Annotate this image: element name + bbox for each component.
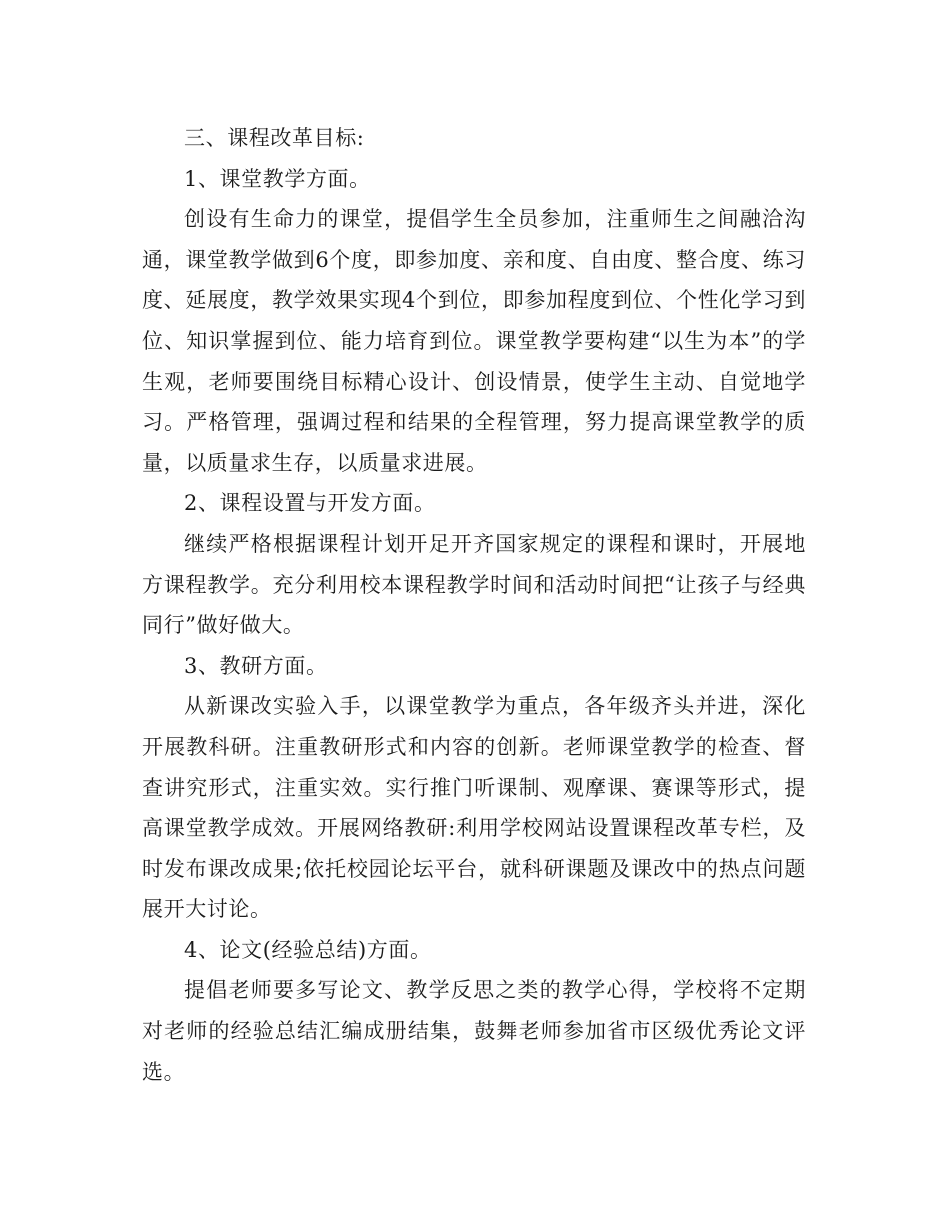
document-body (142, 118, 806, 1092)
section-heading: 三、课程改革目标: (184, 126, 365, 150)
item-heading-3: 3、教研方面。 (184, 653, 328, 678)
item-heading-2: 2、课程设置与开发方面。 (184, 491, 436, 516)
item-body-3: 从新课改实验入手，以课堂教学为重点，各年级齐头并进，深化开展教科研。注重教研形式和内容的创新。老师课堂教学的检查、督查讲究形式，注重实效。实行推门听课制、观摩课、赛课等形式，提高课堂教学成效。开展网络教研:利用学校网站设置课程改革专栏，及时发布课改成果;依托校园论坛平台，就科研课题及课改中的热点问题展开大讨论。 (142, 694, 806, 922)
item-heading-4: 4、论文(经验总结)方面。 (184, 937, 432, 962)
item-body-1: 创设有生命力的课堂，提倡学生全员参加，注重师生之间融洽沟通，课堂教学做到6个度，即参加度、亲和度、自由度、整合度、练习度、延展度，教学效果实现4个到位，即参加程度到位、个性化学习到位、知识掌握到位、能力培育到位。课堂教学要构建“以生为本”的学生观，老师要围绕目标精心设计、创设情景，使学生主动、自觉地学习。严格管理，强调过程和结果的全程管理，努力提高课堂教学的质量，以质量求生存，以质量求进展。 (142, 207, 806, 475)
item-heading-1: 1、课堂教学方面。 (184, 166, 371, 191)
item-body-2: 继续严格根据课程计划开足开齐国家规定的课程和课时，开展地方课程教学。充分利用校本课程教学时间和活动时间把“让孩子与经典同行”做好做大。 (142, 531, 806, 638)
item-body-4: 提倡老师要多写论文、教学反思之类的教学心得，学校将不定期对老师的经验总结汇编成册结集，鼓舞老师参加省市区级优秀论文评选。 (142, 978, 806, 1084)
